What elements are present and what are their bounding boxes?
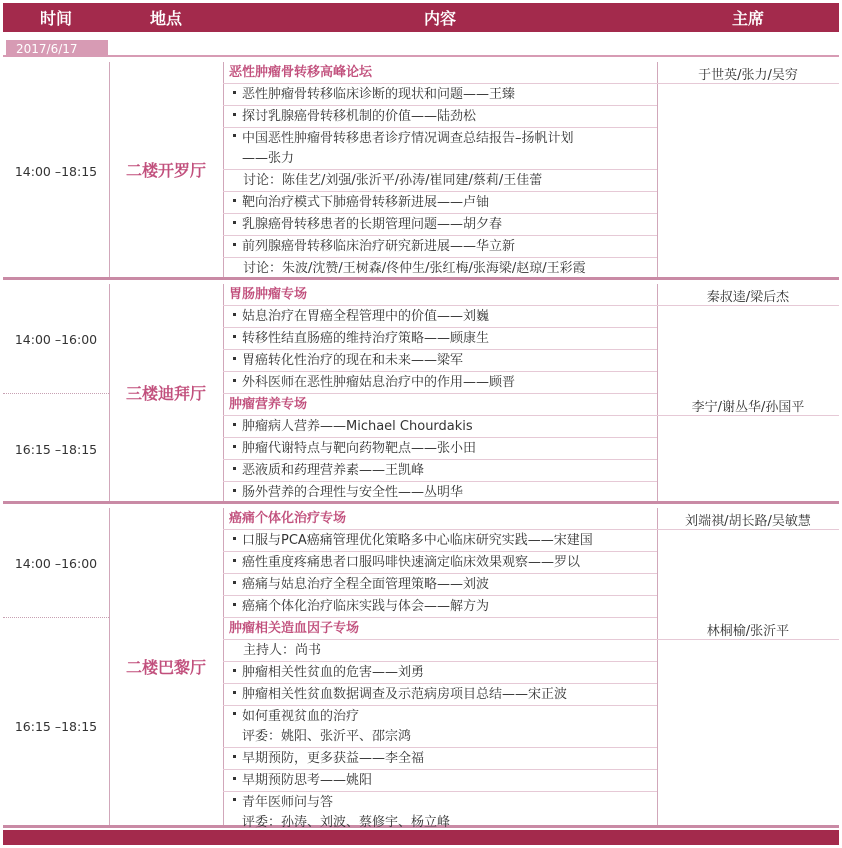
agenda-item-text: 靶向治疗模式下肺癌骨转移新进展——卢铀 — [242, 195, 490, 210]
agenda-item-text: 胃癌转化性治疗的现在和未来——梁军 — [242, 353, 464, 368]
session-time: 14:00 –16:00 — [14, 331, 98, 347]
agenda-item — [223, 106, 657, 128]
header-chair: 主席 — [731, 9, 764, 28]
agenda-item — [223, 748, 657, 770]
agenda-item — [223, 460, 657, 482]
agenda-item-text: 早期预防，更多获益——李全福 — [242, 751, 425, 766]
session-time: 14:00 –18:15 — [14, 163, 98, 179]
agenda-item-subtext: 评委：孙涛、刘波、蔡修宇、杨立峰 — [242, 815, 451, 830]
agenda-item — [223, 306, 657, 328]
agenda-item-text: 主持人：尚书 — [243, 643, 322, 658]
agenda-item-text: 前列腺癌骨转移临床治疗研究新进展——华立新 — [242, 239, 516, 254]
agenda-item-text: 外科医师在恶性肿瘤姑息治疗中的作用——顾晋 — [242, 375, 516, 390]
agenda-item-text: 讨论：陈佳艺/刘强/张沂平/孙涛/崔同建/蔡莉/王佳蕾 — [243, 173, 543, 188]
agenda-item — [223, 128, 657, 170]
header-time: 时间 — [39, 9, 72, 28]
agenda-item-text: 转移性结直肠癌的维持治疗策略——顾康生 — [242, 331, 490, 346]
room-name: 二楼巴黎厅 — [125, 658, 206, 677]
chair-divider — [657, 305, 839, 306]
agenda-item — [223, 662, 657, 684]
header-place: 地点 — [149, 9, 182, 28]
session-time: 16:15 –18:15 — [14, 718, 98, 734]
chair-divider — [657, 529, 839, 530]
agenda-item — [223, 416, 657, 438]
agenda-item — [223, 84, 657, 106]
agenda-item — [223, 574, 657, 596]
agenda-item-text: 恶性肿瘤骨转移临床诊断的现状和问题——王臻 — [242, 87, 516, 102]
agenda-item — [223, 372, 657, 394]
agenda-item-text: 恶液质和药理营养素——王凯峰 — [242, 463, 425, 478]
agenda-item-text: 早期预防思考——姚阳 — [242, 773, 373, 788]
agenda-item-text: 如何重视贫血的治疗 — [242, 709, 360, 724]
agenda-item — [223, 770, 657, 792]
session-title: 肿瘤相关造血因子专场 — [223, 618, 657, 640]
room-name: 二楼开罗厅 — [125, 161, 206, 180]
agenda-item — [223, 236, 657, 258]
discussion-line — [223, 640, 657, 662]
session-chair: 刘端祺/胡长路/吴敏慧 — [685, 513, 811, 529]
agenda-item-subtext: ——张力 — [242, 151, 295, 166]
agenda-item — [223, 214, 657, 236]
session-chair: 林桐榆/张沂平 — [706, 623, 790, 639]
agenda-item-text: 肿瘤相关性贫血的危害——刘勇 — [242, 665, 425, 680]
session-title: 肿瘤营养专场 — [223, 394, 657, 416]
session-chair: 李宁/谢丛华/孙国平 — [691, 399, 805, 415]
agenda-item-text: 中国恶性肿瘤骨转移患者诊疗情况调查总结报告–扬帆计划 — [242, 131, 574, 146]
agenda-item-text: 肿瘤相关性贫血数据调查及示范病房项目总结——宋正波 — [242, 687, 568, 702]
agenda-item — [223, 596, 657, 618]
agenda-item — [223, 706, 657, 748]
date-tag: 2017/6/17 — [6, 40, 108, 57]
agenda-item-text: 癌痛个体化治疗临床实践与体会——解方为 — [242, 599, 490, 614]
session-chair: 秦叔逵/梁后杰 — [706, 289, 790, 305]
agenda-item-text: 探讨乳腺癌骨转移机制的价值——陆劲松 — [242, 109, 477, 124]
session-time: 16:15 –18:15 — [14, 441, 98, 457]
agenda-item — [223, 192, 657, 214]
session-title: 癌痛个体化治疗专场 — [223, 508, 657, 530]
agenda-item-text: 癌性重度疼痛患者口服吗啡快速滴定临床效果观察——罗以 — [242, 555, 581, 570]
chair-divider — [657, 415, 839, 416]
discussion-line — [223, 258, 657, 280]
agenda-item — [223, 482, 657, 504]
agenda-item — [223, 328, 657, 350]
agenda-item-text: 讨论：朱波/沈赞/王树森/佟仲生/张红梅/张海梁/赵琼/王彩霞 — [243, 261, 586, 276]
agenda-item — [223, 438, 657, 460]
chair-divider — [657, 83, 839, 84]
chair-divider — [657, 639, 839, 640]
session-title: 恶性肿瘤骨转移高峰论坛 — [223, 62, 657, 84]
room-name: 三楼迪拜厅 — [125, 384, 206, 403]
agenda-item — [223, 530, 657, 552]
footer-bar — [3, 830, 839, 845]
agenda-item-text: 青年医师问与答 — [242, 795, 334, 810]
session-title: 胃肠肿瘤专场 — [223, 284, 657, 306]
agenda-item — [223, 792, 657, 834]
agenda-item-text: 肠外营养的合理性与安全性——丛明华 — [242, 485, 464, 500]
column-divider — [657, 284, 658, 501]
discussion-line — [223, 170, 657, 192]
agenda-item — [223, 684, 657, 706]
agenda-item — [223, 552, 657, 574]
agenda-item-text: 姑息治疗在胃癌全程管理中的价值——刘巍 — [242, 309, 490, 324]
session-time: 14:00 –16:00 — [14, 555, 98, 571]
session-chair: 于世英/张力/吴穷 — [698, 67, 798, 83]
agenda-item-text: 肿瘤代谢特点与靶向药物靶点——张小田 — [242, 441, 477, 456]
agenda-item-text: 癌痛与姑息治疗全程全面管理策略——刘波 — [242, 577, 490, 592]
agenda-item — [223, 350, 657, 372]
agenda-item-text: 口服与PCA癌痛管理优化策略多中心临床研究实践——宋建国 — [242, 533, 593, 548]
agenda-item-text: 乳腺癌骨转移患者的长期管理问题——胡夕春 — [242, 217, 503, 232]
agenda-item-text: 肿瘤病人营养——Michael Chourdakis — [242, 419, 473, 434]
session-block — [3, 508, 839, 828]
header-content: 内容 — [423, 9, 456, 28]
column-divider — [657, 62, 658, 277]
agenda-item-subtext: 评委：姚阳、张沂平、邵宗鸿 — [242, 729, 412, 744]
column-divider — [657, 508, 658, 825]
date-bar — [3, 40, 839, 57]
table-header — [3, 3, 839, 32]
session-block — [3, 284, 839, 504]
session-block — [3, 62, 839, 280]
